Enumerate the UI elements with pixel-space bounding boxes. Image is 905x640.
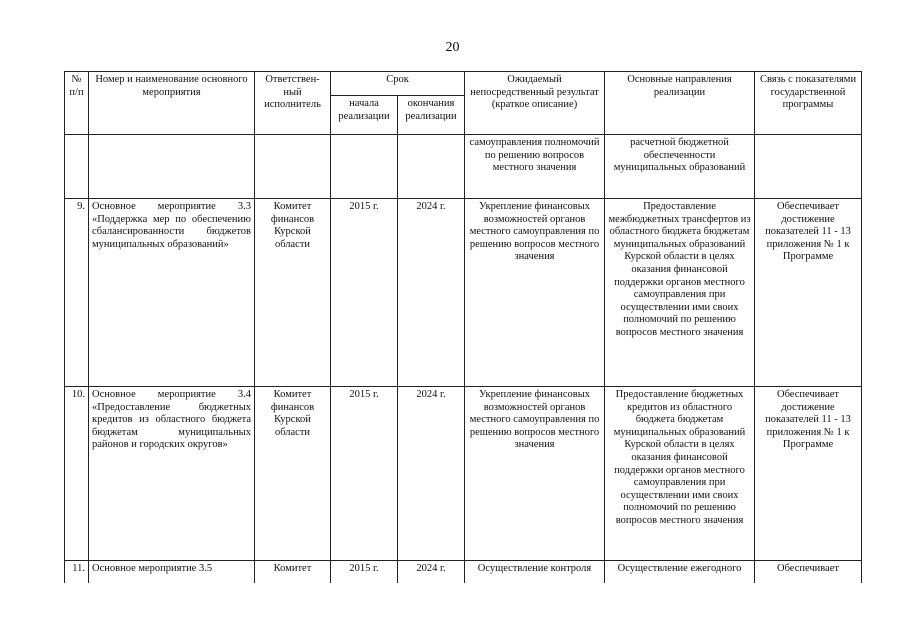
cell-name: Основное мероприятие 3.5 — [89, 561, 255, 583]
cell-end: 2024 г. — [398, 199, 465, 387]
cell-link: Обеспечивает достижение показателей 11 - 13 приложения № 1 к Программе — [755, 199, 862, 387]
cell-empty — [331, 135, 398, 199]
measures-table — [64, 71, 862, 583]
cell-executor: Комитет финансов Курской области — [255, 199, 331, 387]
table-row — [65, 387, 862, 561]
header-link: Связь с показателями государственной программы — [755, 72, 862, 135]
cell-directions: Предоставление межбюджетных трансфертов из областного бюджета бюджетам муниципальных образований Курской области в целях оказания финансовой поддержки органов местного самоуправления при осуществлении ими своих полномочий по решению вопросов местного значения — [605, 199, 755, 387]
header-directions: Основные направления реализации — [605, 72, 755, 135]
cell-empty — [255, 135, 331, 199]
header-end: окончания реализации — [398, 96, 465, 135]
cell-link: Обеспечивает — [755, 561, 862, 583]
cell-link: Обеспечивает достижение показателей 11 - 13 приложения № 1 к Программе — [755, 387, 862, 561]
cell-empty — [89, 135, 255, 199]
cell-result: Укрепление финансовых возможностей органов местного самоуправления по решению вопросов местного значения — [465, 387, 605, 561]
cell-result: самоуправления полномочий по решению вопросов местного значения — [465, 135, 605, 199]
cell-start: 2015 г. — [331, 561, 398, 583]
cell-num: 9. — [65, 199, 89, 387]
cell-directions: Осуществление ежегодного — [605, 561, 755, 583]
cell-num: 11. — [65, 561, 89, 583]
cell-empty — [398, 135, 465, 199]
cell-start: 2015 г. — [331, 387, 398, 561]
table-row — [65, 561, 862, 583]
cell-directions: Предоставление бюджетных кредитов из областного бюджета бюджетам муниципальных образований Курской области в целях оказания финансовой поддержки органов местного самоуправления при осуществлении ими своих полномочий по решению вопросов местного значения — [605, 387, 755, 561]
cell-name: Основное мероприятие 3.3 «Поддержка мер по обеспечению сбалансированности бюджетов муниципальных образований» — [89, 199, 255, 387]
page-number: 20 — [445, 40, 460, 55]
table-row — [65, 199, 862, 387]
cell-empty — [65, 135, 89, 199]
table-row-continuation — [65, 135, 862, 199]
cell-result: Укрепление финансовых возможностей органов местного самоуправления по решению вопросов местного значения — [465, 199, 605, 387]
header-term: Срок — [331, 72, 465, 96]
header-executor: Ответствен-ный исполнитель — [255, 72, 331, 135]
cell-name: Основное мероприятие 3.4 «Предоставление бюджетных кредитов из областного бюджета бюджетам муниципальных районов и городских округов» — [89, 387, 255, 561]
cell-empty — [755, 135, 862, 199]
cell-num: 10. — [65, 387, 89, 561]
header-name: Номер и наименование основного мероприятия — [89, 72, 255, 135]
cell-executor: Комитет — [255, 561, 331, 583]
header-start: начала реализации — [331, 96, 398, 135]
cell-end: 2024 г. — [398, 561, 465, 583]
cell-executor: Комитет финансов Курской области — [255, 387, 331, 561]
header-result: Ожидаемый непосредственный результат (краткое описание) — [465, 72, 605, 135]
cell-directions: расчетной бюджетной обеспеченности муниципальных образований — [605, 135, 755, 199]
header-num: № п/п — [65, 72, 89, 135]
header-row — [65, 72, 862, 96]
cell-result: Осуществление контроля — [465, 561, 605, 583]
cell-end: 2024 г. — [398, 387, 465, 561]
cell-start: 2015 г. — [331, 199, 398, 387]
